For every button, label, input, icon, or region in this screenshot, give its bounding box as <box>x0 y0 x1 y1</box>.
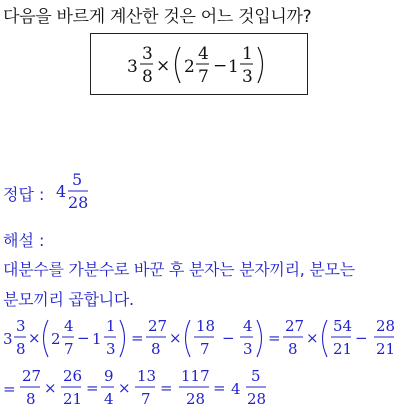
svg-text:21: 21 <box>376 340 396 358</box>
svg-text:26: 26 <box>63 367 83 385</box>
explanation-label: 해설 : <box>3 231 45 250</box>
svg-text:3: 3 <box>16 317 26 335</box>
whole-3: 3 <box>127 57 138 77</box>
svg-text:28: 28 <box>68 193 89 212</box>
whole-1: 1 <box>228 57 239 77</box>
svg-text:9: 9 <box>104 367 114 385</box>
svg-text:27: 27 <box>285 317 305 335</box>
solution-line-2 <box>0 365 400 415</box>
svg-text:3: 3 <box>106 340 116 358</box>
svg-text:4: 4 <box>64 317 74 335</box>
svg-text:1: 1 <box>106 317 116 335</box>
svg-text:28: 28 <box>186 390 206 408</box>
svg-text:=: = <box>160 379 173 397</box>
svg-text:=: = <box>213 379 226 397</box>
svg-text:7: 7 <box>64 340 74 358</box>
svg-text:13: 13 <box>137 367 157 385</box>
svg-text:4: 4 <box>56 182 67 201</box>
num-4: 4 <box>198 44 209 64</box>
svg-text:−: − <box>222 329 235 347</box>
den-3: 3 <box>242 67 253 87</box>
svg-text:−: − <box>355 329 368 347</box>
svg-text:4: 4 <box>104 390 114 408</box>
svg-text:×: × <box>28 329 41 347</box>
svg-text:4: 4 <box>243 317 253 335</box>
svg-text:27: 27 <box>148 317 168 335</box>
svg-text:=: = <box>131 329 144 347</box>
svg-text:5: 5 <box>251 367 261 385</box>
svg-text:54: 54 <box>333 317 353 335</box>
den-8: 8 <box>142 67 153 87</box>
svg-text:8: 8 <box>26 390 36 408</box>
svg-text:×: × <box>44 379 57 397</box>
solution-line-1 <box>0 313 400 365</box>
svg-text:21: 21 <box>333 340 353 358</box>
svg-text:117: 117 <box>181 367 210 385</box>
svg-text:2: 2 <box>51 330 61 348</box>
num-3: 3 <box>142 44 153 64</box>
svg-text:1: 1 <box>92 330 102 348</box>
svg-text:21: 21 <box>63 390 83 408</box>
svg-text:×: × <box>169 329 182 347</box>
answer-value <box>54 170 104 216</box>
svg-text:5: 5 <box>72 170 83 189</box>
svg-text:×: × <box>306 329 319 347</box>
svg-text:8: 8 <box>288 340 298 358</box>
explanation-line-2: 분모끼리 곱합니다. <box>3 290 134 309</box>
times-sign: × <box>156 56 171 76</box>
den-7: 7 <box>198 67 209 87</box>
question-text: 다음을 바르게 계산한 것은 어느 것입니까? <box>3 7 312 27</box>
answer-label: 정답 : <box>3 185 45 204</box>
svg-text:18: 18 <box>196 317 216 335</box>
whole-2: 2 <box>184 57 195 77</box>
minus-sign: − <box>213 56 228 76</box>
explanation-line-1: 대분수를 가분수로 바꾼 후 분자는 분자끼리, 분모는 <box>3 260 355 279</box>
svg-text:=: = <box>86 379 99 397</box>
svg-text:=: = <box>3 380 16 398</box>
svg-text:28: 28 <box>376 317 396 335</box>
svg-text:27: 27 <box>22 367 42 385</box>
svg-text:4: 4 <box>231 380 241 398</box>
svg-text:−: − <box>77 329 90 347</box>
num-1: 1 <box>242 44 253 64</box>
svg-text:28: 28 <box>247 390 267 408</box>
svg-text:3: 3 <box>243 340 253 358</box>
svg-text:=: = <box>268 329 281 347</box>
svg-text:8: 8 <box>151 340 161 358</box>
problem-expression <box>90 33 308 95</box>
svg-text:3: 3 <box>3 330 13 348</box>
svg-text:7: 7 <box>141 390 151 408</box>
svg-text:7: 7 <box>200 340 210 358</box>
svg-text:8: 8 <box>16 340 26 358</box>
svg-text:×: × <box>118 379 131 397</box>
